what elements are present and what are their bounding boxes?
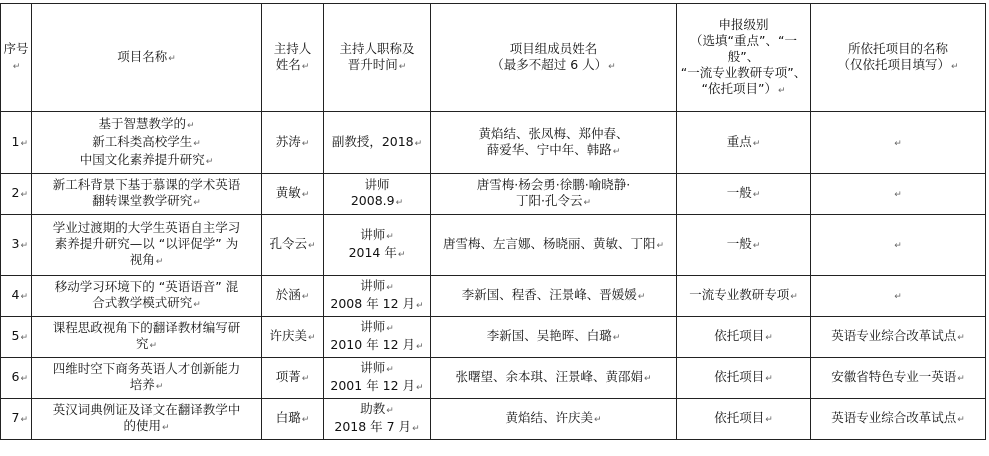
cell-text: 2008.9 <box>350 193 395 208</box>
paragraph-mark: ↵ <box>398 61 407 72</box>
header-title <box>324 4 431 112</box>
paragraph-mark: ↵ <box>637 292 646 302</box>
cell-text: 黄敏 <box>275 185 301 200</box>
leader-name <box>262 174 324 215</box>
paragraph-mark: ↵ <box>386 283 394 293</box>
leader-name <box>262 317 324 358</box>
paragraph-mark: ↵ <box>416 383 424 393</box>
cell-text: 素养提升研究—以 “以评促学” 为 <box>54 236 239 251</box>
application-level <box>677 317 811 358</box>
cell-text: 讲师 <box>360 278 386 293</box>
row-number <box>1 112 32 174</box>
cell-text: 项菁 <box>275 369 301 384</box>
project-application-table <box>0 3 986 440</box>
cell-text: 基于智慧教学的 <box>98 115 186 131</box>
paragraph-mark: ↵ <box>205 156 214 167</box>
cell-text: 新工科背景下基于慕课的学术英语 <box>52 177 241 192</box>
cell-text: “依托项目”） <box>701 80 777 96</box>
cell-text: （最多不超过 6 人） <box>491 56 608 72</box>
text-line <box>326 378 428 396</box>
row-number <box>1 317 32 358</box>
application-level <box>677 276 811 317</box>
paragraph-mark: ↵ <box>301 374 310 384</box>
table-row <box>1 358 986 399</box>
paragraph-mark: ↵ <box>894 241 902 251</box>
cell-text: 新工科类高校学生 <box>92 133 193 149</box>
text-line <box>326 419 428 437</box>
project-name <box>32 317 262 358</box>
text-line <box>326 319 428 337</box>
cell-text: 讲师 <box>360 227 386 242</box>
paragraph-mark: ↵ <box>386 406 394 416</box>
paragraph-mark: ↵ <box>414 138 423 149</box>
cell-text: 丁阳·孔令云 <box>515 193 583 208</box>
cell-text: 1 <box>11 133 20 149</box>
table-row <box>1 276 986 317</box>
text-line <box>326 296 428 314</box>
text-line <box>34 418 259 436</box>
cell-text: 一流专业教研专项 <box>689 287 790 302</box>
project-name <box>32 399 262 440</box>
cell-text: 一般 <box>726 185 752 200</box>
project-name <box>32 215 262 276</box>
application-level <box>677 215 811 276</box>
text-line <box>679 81 808 99</box>
cell-text: 依托项目 <box>714 328 765 343</box>
leader-name <box>262 112 324 174</box>
cell-text: 主持人 <box>273 40 312 56</box>
text-line <box>34 116 259 134</box>
text-line <box>34 134 259 152</box>
cell-text: 视角 <box>129 252 155 267</box>
basis-project <box>811 276 986 317</box>
project-name <box>32 358 262 399</box>
cell-text: 序号 <box>3 40 29 56</box>
cell-text: 晋升时间 <box>347 56 398 72</box>
paragraph-mark: ↵ <box>386 324 394 334</box>
paragraph-mark: ↵ <box>752 190 761 200</box>
table-row <box>1 174 986 215</box>
cell-text: 四维时空下商务英语人才创新能力 <box>52 361 241 376</box>
paragraph-mark: ↵ <box>301 61 310 72</box>
project-name <box>32 276 262 317</box>
text-line <box>326 227 428 245</box>
leader-name <box>262 358 324 399</box>
text-line <box>34 193 259 211</box>
basis-project <box>811 174 986 215</box>
paragraph-mark: ↵ <box>752 241 761 251</box>
paragraph-mark: ↵ <box>301 415 310 425</box>
cell-text: 2018 年 7 月 <box>334 419 412 434</box>
cell-text: 李新国、吴艳晖、白璐 <box>486 328 612 343</box>
header-project-name <box>32 4 262 112</box>
cell-text: 孔令云 <box>269 236 307 251</box>
application-level <box>677 174 811 215</box>
cell-text: （仅依托项目填写） <box>837 56 950 72</box>
cell-text: 黄焰结、许庆美 <box>505 410 593 425</box>
paragraph-mark: ↵ <box>643 374 652 384</box>
paragraph-mark: ↵ <box>395 198 404 208</box>
cell-text: 英语专业综合改革试点 <box>831 328 957 343</box>
table-row <box>1 399 986 440</box>
cell-text: 所依托项目的名称 <box>847 40 948 56</box>
cell-text: 助教 <box>360 401 386 416</box>
text-line <box>433 193 674 211</box>
leader-title <box>324 215 431 276</box>
cell-text: 依托项目 <box>714 410 765 425</box>
paragraph-mark: ↵ <box>20 374 28 384</box>
cell-text: 2001 年 12 月 <box>330 378 416 393</box>
cell-text: 张曙望、余本琪、汪景峰、黄邵娟 <box>455 369 643 384</box>
paragraph-mark: ↵ <box>765 333 773 343</box>
paragraph-mark: ↵ <box>168 53 176 64</box>
text-line <box>326 57 428 75</box>
table-row <box>1 112 986 174</box>
paragraph-mark: ↵ <box>307 241 316 251</box>
cell-text: 依托项目 <box>714 369 765 384</box>
paragraph-mark: ↵ <box>301 190 310 200</box>
cell-text: 3 <box>11 236 20 251</box>
team-members <box>431 399 677 440</box>
document-page <box>0 3 985 440</box>
table-row <box>1 317 986 358</box>
paragraph-mark: ↵ <box>894 292 902 302</box>
text-line <box>326 193 428 211</box>
cell-text: 移动学习环境下的 “英语语音” 混 <box>54 279 239 294</box>
cell-text: 中国文化素养提升研究 <box>79 151 205 167</box>
row-number <box>1 174 32 215</box>
paragraph-mark: ↵ <box>193 138 201 149</box>
cell-text: 唐雪梅、左言娜、杨晓丽、黄敏、丁阳 <box>442 236 656 251</box>
text-line <box>433 142 674 160</box>
cell-text: 2014 年 <box>348 245 397 260</box>
row-number <box>1 276 32 317</box>
row-number <box>1 215 32 276</box>
cell-text: 课程思政视角下的翻译教材编写研 <box>52 320 241 335</box>
text-line <box>34 336 259 354</box>
cell-text: 黄焰结、张凤梅、郑仲春、 <box>478 125 629 141</box>
text-line <box>433 57 674 75</box>
table-row <box>1 215 986 276</box>
header-level <box>677 4 811 112</box>
basis-project <box>811 317 986 358</box>
cell-text: 究 <box>135 336 149 351</box>
cell-text: 於涵 <box>275 287 301 302</box>
application-level <box>677 112 811 174</box>
cell-text: 副教授，2018 <box>331 133 414 149</box>
cell-text: 苏涛 <box>275 133 301 149</box>
text-line <box>326 360 428 378</box>
cell-text: 2010 年 12 月 <box>330 337 416 352</box>
paragraph-mark: ↵ <box>20 292 28 302</box>
cell-text: 6 <box>11 369 20 384</box>
project-name <box>32 174 262 215</box>
cell-text: 姓名 <box>275 56 301 72</box>
text-line <box>326 337 428 355</box>
cell-text: 许庆美 <box>269 328 307 343</box>
text-line <box>326 245 428 263</box>
paragraph-mark: ↵ <box>612 146 621 157</box>
row-number <box>1 358 32 399</box>
leader-title <box>324 317 431 358</box>
cell-text: 项目名称 <box>117 48 168 64</box>
text-line <box>326 278 428 296</box>
cell-text: 唐雪梅·杨会勇·徐鹏·喻晓静· <box>476 177 631 192</box>
paragraph-mark: ↵ <box>20 138 28 149</box>
cell-text: 项目组成员姓名 <box>509 40 598 56</box>
text-line <box>34 295 259 313</box>
cell-text: 培养 <box>129 377 155 392</box>
basis-project <box>811 358 986 399</box>
header-members <box>431 4 677 112</box>
paragraph-mark: ↵ <box>894 138 902 149</box>
cell-text: 李新国、程香、汪景峰、晋媛媛 <box>461 287 637 302</box>
leader-title <box>324 358 431 399</box>
cell-text: “一流专业教研专项”、 <box>680 64 807 80</box>
cell-text: 重点 <box>726 133 752 149</box>
header-leader <box>262 4 324 112</box>
basis-project <box>811 215 986 276</box>
cell-text: 英汉词典例证及译文在翻译教学中 <box>52 402 241 417</box>
paragraph-mark: ↵ <box>957 374 965 384</box>
paragraph-mark: ↵ <box>301 292 310 302</box>
leader-title <box>324 174 431 215</box>
paragraph-mark: ↵ <box>193 198 201 208</box>
cell-text: 2008 年 12 月 <box>330 296 416 311</box>
paragraph-mark: ↵ <box>957 415 965 425</box>
cell-text: 申报级别 <box>718 16 769 32</box>
text-line <box>34 252 259 270</box>
paragraph-mark: ↵ <box>20 333 28 343</box>
paragraph-mark: ↵ <box>608 61 616 72</box>
paragraph-mark: ↵ <box>20 241 28 251</box>
cell-text: （选填“重点”、“一般”、 <box>690 32 797 64</box>
team-members <box>431 317 677 358</box>
paragraph-mark: ↵ <box>161 423 170 433</box>
basis-project <box>811 399 986 440</box>
paragraph-mark: ↵ <box>386 365 394 375</box>
paragraph-mark: ↵ <box>20 415 28 425</box>
project-name <box>32 112 262 174</box>
paragraph-mark: ↵ <box>386 232 394 242</box>
cell-text: 的使用 <box>123 418 161 433</box>
text-line <box>813 57 983 75</box>
basis-project <box>811 112 986 174</box>
paragraph-mark: ↵ <box>894 190 902 200</box>
paragraph-mark: ↵ <box>193 300 201 310</box>
paragraph-mark: ↵ <box>416 301 424 311</box>
cell-text: 学业过渡期的大学生英语自主学习 <box>52 220 241 235</box>
paragraph-mark: ↵ <box>301 138 310 149</box>
paragraph-mark: ↵ <box>583 198 592 208</box>
paragraph-mark: ↵ <box>765 415 773 425</box>
leader-name <box>262 215 324 276</box>
team-members <box>431 358 677 399</box>
text-line <box>34 152 259 170</box>
paragraph-mark: ↵ <box>790 292 798 302</box>
header-no <box>1 4 32 112</box>
cell-text: 一般 <box>726 236 752 251</box>
paragraph-mark: ↵ <box>155 257 164 267</box>
paragraph-mark: ↵ <box>777 85 786 96</box>
text-line <box>326 401 428 419</box>
cell-text: 讲师 <box>364 177 390 192</box>
team-members <box>431 276 677 317</box>
paragraph-mark: ↵ <box>957 333 965 343</box>
paragraph-mark: ↵ <box>155 382 164 392</box>
paragraph-mark: ↵ <box>186 120 195 131</box>
row-number <box>1 399 32 440</box>
cell-text: 2 <box>11 185 20 200</box>
paragraph-mark: ↵ <box>307 333 316 343</box>
cell-text: 合式教学模式研究 <box>92 295 193 310</box>
paragraph-mark: ↵ <box>412 424 420 434</box>
paragraph-mark: ↵ <box>752 138 761 149</box>
cell-text: 白璐 <box>275 410 301 425</box>
paragraph-mark: ↵ <box>765 374 773 384</box>
paragraph-mark: ↵ <box>950 61 959 72</box>
paragraph-mark: ↵ <box>20 190 28 200</box>
header-basis-project <box>811 4 986 112</box>
leader-name <box>262 276 324 317</box>
text-line <box>264 57 321 75</box>
paragraph-mark: ↵ <box>416 342 424 352</box>
application-level <box>677 358 811 399</box>
paragraph-mark: ↵ <box>149 341 158 351</box>
cell-text: 主持人职称及 <box>339 40 415 56</box>
team-members <box>431 112 677 174</box>
team-members <box>431 174 677 215</box>
leader-name <box>262 399 324 440</box>
cell-text: 讲师 <box>360 360 386 375</box>
text-line <box>34 377 259 395</box>
paragraph-mark: ↵ <box>12 61 21 72</box>
paragraph-mark: ↵ <box>612 333 621 343</box>
cell-text: 5 <box>11 328 20 343</box>
header-row <box>1 4 986 112</box>
cell-text: 讲师 <box>360 319 386 334</box>
cell-text: 翻转课堂教学研究 <box>92 193 193 208</box>
cell-text: 英语专业综合改革试点 <box>831 410 957 425</box>
leader-title <box>324 276 431 317</box>
paragraph-mark: ↵ <box>593 415 602 425</box>
cell-text: 4 <box>11 287 20 302</box>
leader-title <box>324 399 431 440</box>
team-members <box>431 215 677 276</box>
paragraph-mark: ↵ <box>656 241 665 251</box>
cell-text: 薛爱华、宁中年、韩路 <box>486 141 612 157</box>
application-level <box>677 399 811 440</box>
cell-text: 7 <box>11 410 20 425</box>
leader-title <box>324 112 431 174</box>
cell-text: 安徽省特色专业一英语 <box>831 369 957 384</box>
paragraph-mark: ↵ <box>397 250 406 260</box>
